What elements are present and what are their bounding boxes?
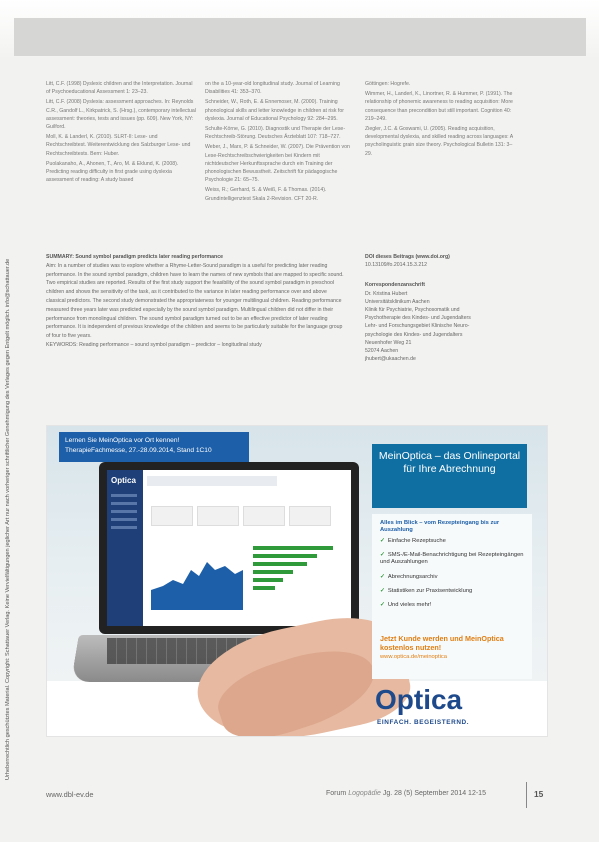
list-bar <box>253 562 307 566</box>
app-tile <box>289 506 331 526</box>
ad-headline: MeinOptica – das Onlineportal für Ihre Abrechnung <box>378 450 521 475</box>
list-bar <box>253 586 275 590</box>
benefit-intro: Alles im Blick – vom Rezepteingang bis zur Auszahlung <box>380 520 500 533</box>
footer-magazine-info <box>326 790 522 797</box>
doi-value[interactable]: 10.13109/fo.2014.15.3.212 <box>365 262 428 269</box>
reference-entry: Puolakanaho, A., Ahonen, T., Aro, M. & Eklund, K. (2008). Predicting reading difficulty in first grade using dyslexia assessment of reading: A study based <box>46 160 179 184</box>
contact-line: Neuenhofer Weg 21 <box>365 339 412 346</box>
footer-website-link[interactable]: www.dbl-ev.de <box>46 790 94 799</box>
reference-entry: on the a 10-year-old longitudinal study. Journal of Learning Disabilities 41: 353–370. <box>205 81 340 96</box>
contact-line: Universitätsklinikum Aachen <box>365 298 430 305</box>
app-nav-item <box>111 510 137 513</box>
ad-call-to-action: Jetzt Kunde werden und MeinOptica kostenlos nutzen! <box>380 634 504 652</box>
area-chart-shape <box>151 562 243 610</box>
optica-logo: Optica <box>375 684 463 715</box>
check-icon: ✓ <box>380 538 385 544</box>
reference-entry: Schneider, W., Roth, E. & Ennemoser, M. (2000). Training phonological skills and letter knowledge in children at risk for dyslexia. Journal of Educational Psychology 92: 284–295. <box>205 99 344 122</box>
contact-line: Dr. Kristina Hubert <box>365 290 408 297</box>
check-icon: ✓ <box>380 602 385 608</box>
summary-keywords: KEYWORDS: Reading performance – sound symbol paradigm – predictor – longitudinal study <box>46 341 262 348</box>
ad-url-link[interactable]: www.optica.de/meinoptica <box>380 654 448 660</box>
contact-line: Klinik für Psychiatrie, Psychosomatik und <box>365 307 460 314</box>
reference-entry: Wimmer, H., Landerl, K., Linortner, R. & Hummer, P. (1991). The relationship of phonemic awareness to reading acquisition: More consequence than precondition but still important. Cognition 40: 219–249. <box>365 91 513 122</box>
app-nav-item <box>111 518 137 521</box>
app-nav-item <box>111 526 137 529</box>
english-summary <box>46 253 346 350</box>
check-icon: ✓ <box>380 588 385 594</box>
event-banner <box>59 432 249 462</box>
benefit-item <box>380 552 530 566</box>
benefit-list <box>372 514 532 679</box>
app-bar-list <box>249 540 345 610</box>
contact-line: 52074 Aachen <box>365 348 399 355</box>
contact-line: Psychotherapie des Kindes- und Jugendalters <box>365 315 471 322</box>
list-bar <box>253 546 333 550</box>
optica-advertisement <box>46 425 548 737</box>
optica-slogan: EINFACH. BEGEISTERND. <box>377 719 470 726</box>
benefit-text: Statistiken zur Praxisentwicklung <box>387 588 473 594</box>
app-nav-item <box>111 494 137 497</box>
event-line-1: Lernen Sie MeinOptica vor Ort kennen! <box>65 437 180 444</box>
app-tile <box>243 506 285 526</box>
references-column-3 <box>365 80 513 250</box>
app-header <box>147 476 277 486</box>
references-column-2 <box>205 80 353 250</box>
copyright-notice-text: Urheberrechtlich geschütztes Material. Copyright: Schattauer Verlag. Keine Vervielfältigungen jeglicher Art nur nach vorheriger schriftlicher Genehmigung des Verlages gegen Entgelt möglich. info@schattauer.de <box>5 258 11 780</box>
meinoptica-headline-panel <box>372 444 527 508</box>
benefit-item <box>380 602 530 609</box>
check-icon: ✓ <box>380 552 385 558</box>
benefit-item <box>380 574 530 581</box>
page-number: 15 <box>534 789 544 799</box>
benefit-item <box>380 538 530 545</box>
copyright-notice <box>0 60 14 780</box>
app-tile <box>151 506 193 526</box>
app-nav-item <box>111 502 137 505</box>
reference-entry: Schulte-Körne, G. (2010). Diagnostik und Therapie der Lese-Rechtschreib-Störung. Deutsches Ärzteblatt 107: 718–727. <box>205 126 346 141</box>
reference-entry: Litt, C.F. (2008) Dyslexia: assessment approaches. In: Reynolds C.R., Gandolf L., Kirkpatrick, S. (Hrsg.), contemporary intellectual assessment: theories, tests and issues (pp. 609). New York, NY: Guilford. <box>46 99 196 131</box>
reference-entry: Göttingen: Hogrefe. <box>365 81 411 87</box>
app-logo: Optica <box>111 476 136 485</box>
contact-line: psychologie des Kindes- und Jugendalters <box>365 331 463 338</box>
benefit-item <box>380 588 530 595</box>
contact-line: Lehr- und Forschungsgebiet Klinische Neuro- <box>365 323 470 330</box>
contact-heading: Korrespondenzanschrift <box>365 282 425 289</box>
app-screenshot <box>107 470 351 626</box>
magazine-prefix: Forum <box>326 790 347 797</box>
header-grey-bar <box>14 18 586 56</box>
list-bar <box>253 570 293 574</box>
app-sidebar <box>107 470 143 626</box>
magazine-issue: Jg. 28 (5) September 2014 12-15 <box>382 790 486 797</box>
app-tile <box>197 506 239 526</box>
benefit-text: Und vieles mehr! <box>387 602 432 608</box>
list-bar <box>253 578 283 582</box>
reference-entry: Moll, K. & Landerl, K. (2010). SLRT-II: Lese- und Rechtschreibtest. Weiterentwicklung des Salzburger Lese- und Rechtschreibtests. Bern: Huber. <box>46 134 191 157</box>
reference-entry: Weiss, R.; Gerhard, S. & Weiß, F. & Thomas. (2014). Grundintelligenztest Skala 2-Revision. CFT 20-R. <box>205 187 327 202</box>
list-bar <box>253 554 317 558</box>
contact-email-link[interactable]: jhubert@ukaachen.de <box>365 356 416 363</box>
reference-entry: Weber, J., Marx, P. & Schneider, W. (2007). Die Prävention von Lese-Rechtschreibschwierigkeiten bei Kindern mit nichtdeutscher Herkunftssprache durch ein Training der phonologischen Bewusstheit. Zeitschrift für pädagogische Psychologie 21: 65–75. <box>205 144 350 184</box>
benefit-text: Einfache Rezeptsuche <box>387 538 446 544</box>
reference-entry: Litt, C.F. (1998) Dyslexic children and the Interpretation. Journal of Psychoeducational Assessment 1: 23–23. <box>46 81 193 96</box>
benefit-text: SMS-/E-Mail-Benachrichtigung bei Rezepteingängen und Auszahlungen <box>380 552 524 565</box>
doi-heading: DOI dieses Beitrags (www.doi.org) <box>365 254 450 260</box>
summary-title: SUMMARY: Sound symbol paradigm predicts later reading performance <box>46 254 223 260</box>
event-line-2: TherapieFachmesse, 27.-28.09.2014, Stand 1C10 <box>65 447 212 454</box>
summary-body: Aim: In a number of studies was to explore whether a Rhyme-Letter-Sound paradigm is a useful for predicting later reading performance. In the sound symbol paradigm, children have to learn the names of new symbols that are mapped to specific sound. Two empirical studies are reported. Results of the first study support the feasibility of the sound symbol paradigm in preschool children and shows the sensitivity of the task, as it contributed to the variance in later reading performance over and above classical predictors. The second study demonstrated the appropriateness for younger multilingual children. Reading performance measured three years later was predicted especially by the sound symbol paradigm. Multilingual children did not differ in their performance from monolingual children. The sound symbol paradigm turned out to be an effective predictor of later reading performance. It is independent of previous knowledge of the children and seems to be particularly suitable for the language group of four to five years. <box>46 262 344 340</box>
area-chart-svg <box>151 540 243 610</box>
magazine-name: Logopädie <box>348 790 381 797</box>
references-column-1 <box>46 80 196 250</box>
check-icon: ✓ <box>380 574 385 580</box>
benefit-text: Abrechnungsarchiv <box>387 574 438 580</box>
spacer <box>365 269 515 281</box>
article-info-column <box>365 253 515 363</box>
laptop-screen <box>99 462 359 634</box>
footer-divider <box>526 782 527 808</box>
reference-entry: Ziegler, J.C. & Goswami, U. (2005). Reading acquisition, developmental dyslexia, and skilled reading across languages: A psycholinguistic grain size theory. Psychological Bulletin 131: 3–29. <box>365 126 513 157</box>
app-area-chart <box>151 540 243 610</box>
